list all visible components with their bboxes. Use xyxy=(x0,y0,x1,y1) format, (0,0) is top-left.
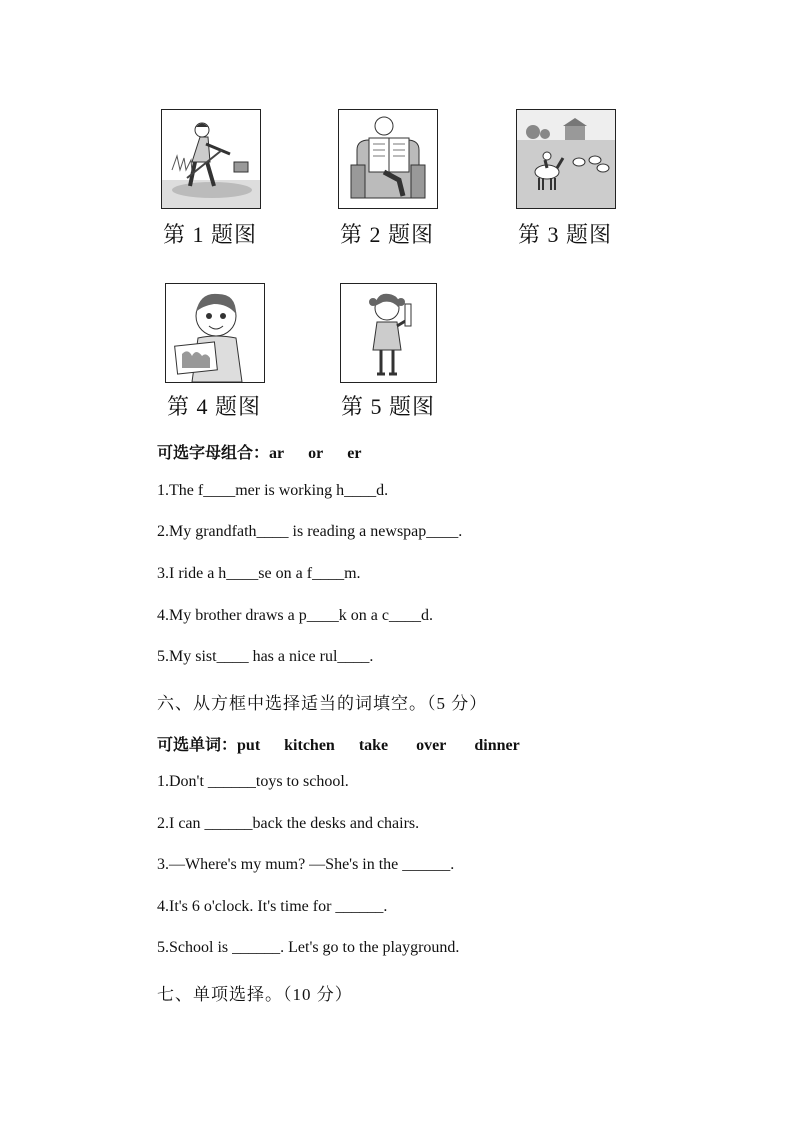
letter-option-or: or xyxy=(308,445,324,462)
letter-options-label: 可选字母组合： xyxy=(157,445,270,462)
letter-option-er: er xyxy=(347,445,362,462)
part-five-item-1: 1.The f____mer is working h____d. xyxy=(157,482,389,499)
figure-caption-3: 第 3 题图 xyxy=(518,222,613,247)
girl-ruler-picture xyxy=(340,283,437,383)
section-six-item-1: 1.Don't ______toys to school. xyxy=(157,773,349,790)
letter-options-line xyxy=(157,440,361,463)
boy-drawing-picture xyxy=(165,283,265,383)
word-option-kitchen: kitchen xyxy=(284,737,335,754)
farmer-picture xyxy=(161,109,261,209)
section-six-item-5: 5.School is ______. Let's go to the playground. xyxy=(157,939,460,956)
section-six-title: 六、从方框中选择适当的词填空。（5 分） xyxy=(157,694,488,713)
figure-caption-5: 第 5 题图 xyxy=(341,394,436,419)
figure-caption-1: 第 1 题图 xyxy=(163,222,258,247)
grandfather-newspaper-picture xyxy=(338,109,438,209)
figure-caption-2: 第 2 题图 xyxy=(340,222,435,247)
part-five-item-4: 4.My brother draws a p____k on a c____d. xyxy=(157,607,433,624)
section-six-item-3: 3.—Where's my mum? —She's in the ______. xyxy=(157,856,455,873)
part-five-item-2: 2.My grandfath____ is reading a newspap____. xyxy=(157,523,463,540)
part-five-item-3: 3.I ride a h____se on a f____m. xyxy=(157,565,361,582)
letter-option-ar: ar xyxy=(269,445,285,462)
section-seven-title: 七、单项选择。（10 分） xyxy=(157,985,353,1004)
word-options-line xyxy=(157,732,520,755)
figure-caption-4: 第 4 题图 xyxy=(167,394,262,419)
section-six-item-2: 2.I can ______back the desks and chairs. xyxy=(157,815,420,832)
horse-farm-picture xyxy=(516,109,616,209)
word-option-take: take xyxy=(358,737,389,754)
section-six-item-4: 4.It's 6 o'clock. It's time for ______. xyxy=(157,898,388,915)
word-options-label: 可选单词： xyxy=(157,737,238,754)
word-option-over: over xyxy=(416,737,447,754)
word-option-put: put xyxy=(237,737,261,754)
word-option-dinner: dinner xyxy=(474,737,520,754)
part-five-item-5: 5.My sist____ has a nice rul____. xyxy=(157,648,374,665)
